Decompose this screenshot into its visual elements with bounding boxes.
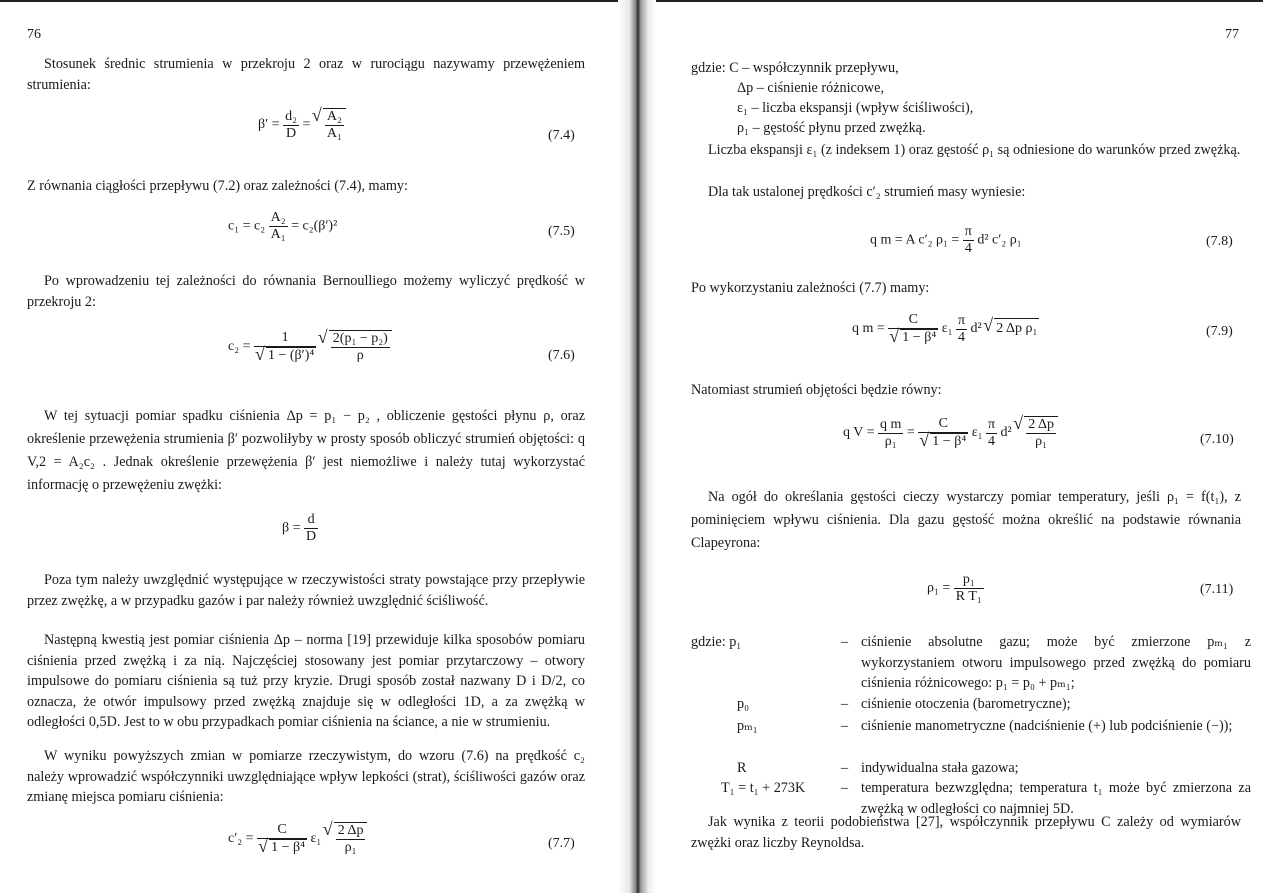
denominator: 4 <box>964 241 972 256</box>
numerator: C <box>888 312 938 329</box>
equation-number: (7.4) <box>548 128 575 143</box>
paragraph: Stosunek średnic strumienia w przekroju 2 oraz w rurociągu nazywamy przewężeniem strumienia: <box>27 56 585 93</box>
numerator: π <box>957 312 966 328</box>
definition-text: – ciśnienie różnicowe, <box>756 80 885 96</box>
equation-text: √ 2 Δp ρ₁ <box>994 318 1039 340</box>
definition-symbol: Δp <box>737 80 754 96</box>
numerator: √ 2(p₁ − p₂) <box>332 331 388 346</box>
numerator: √ A₂ <box>326 109 342 124</box>
numerator: 1 <box>254 330 316 347</box>
equation-text: q m = <box>852 321 885 337</box>
definition-row <box>737 118 926 139</box>
definition-text: ciśnienie manometryczne (nadciśnienie (+) lub podciśnienie (−)); <box>861 718 1233 734</box>
definition-text: – gęstość płynu przed zwężką. <box>752 120 926 136</box>
denominator: D <box>285 125 297 141</box>
paragraph: Po wykorzystaniu zależności (7.7) mamy: <box>691 280 930 296</box>
definition-row <box>737 78 884 99</box>
equation-number: (7.7) <box>548 836 575 851</box>
equation-number: (7.11) <box>1200 582 1234 597</box>
page-number: 76 <box>27 27 41 42</box>
equation-text: q V = <box>843 425 875 441</box>
numerator: C <box>918 416 968 433</box>
denominator: 4 <box>958 329 965 345</box>
denominator: D <box>306 529 317 544</box>
definition-dash: – <box>841 760 849 776</box>
definition-symbol: p₀ <box>737 696 750 712</box>
paragraph: Liczba ekspansji ε₁ (z indeksem 1) oraz gęstość ρ₁ są odniesione do warunków przed zwężką. <box>708 142 1241 158</box>
definition-symbol: R <box>737 760 747 776</box>
definition-row <box>691 758 1251 778</box>
numerator: A₂ <box>270 210 286 225</box>
equation-number: (7.6) <box>548 348 575 363</box>
equation-text: ρ₁ = <box>927 580 951 596</box>
definition-row <box>691 694 1251 714</box>
paragraph: W wyniku powyższych zmian w pomiarze rzeczywistym, do wzoru (7.6) na prędkość c₂ należy wprowadzić współczynniki uwzględniające wpływ lepkości (strat), ściśliwości gazów oraz zmianę miejsca pomiaru ciśnienia: <box>27 748 585 805</box>
paragraph: Jak wynika z teorii podobieństwa [27], współczynnik przepływu C zależy od wymiarów zwężki oraz liczby Reynoldsa. <box>691 814 1241 851</box>
equation-7-5 <box>228 210 337 243</box>
equation-text: = <box>302 117 311 133</box>
numerator: √ 2 Δp <box>337 823 364 838</box>
numerator: d₂ <box>285 108 297 124</box>
denominator: ρ <box>356 348 364 363</box>
equation-text: d² <box>1000 425 1012 441</box>
equation-beta <box>282 512 318 545</box>
numerator: π <box>987 416 996 432</box>
denominator: 4 <box>988 433 995 449</box>
definition-symbol: gdzie: C <box>691 60 739 76</box>
numerator: d <box>304 512 318 529</box>
equation-text: c′₂ = <box>228 831 254 847</box>
numerator: q m <box>880 416 902 432</box>
equation-text: ε₁ <box>971 425 983 441</box>
definition-row <box>691 632 1251 692</box>
equation-number: (7.9) <box>1206 324 1233 339</box>
definition-row <box>737 98 973 119</box>
equation-text: c₁ = c₂ <box>228 218 266 234</box>
variable-definitions <box>691 632 1251 817</box>
paragraph: Dla tak ustalonej prędkości c′₂ strumień masy wyniesie: <box>708 184 1026 200</box>
denominator: ρ₁ <box>344 840 357 855</box>
denominator: A₁ <box>270 227 286 242</box>
definition-row <box>691 58 899 79</box>
paragraph: Natomiast strumień objętości będzie równy: <box>691 382 942 398</box>
equation-7-4 <box>258 108 346 142</box>
denominator: R T₁ <box>955 589 982 604</box>
definition-text: temperatura bezwzględna; temperatura t₁ może być zmierzona za zwężką w odległości co najmniej 5D. <box>861 780 1251 817</box>
definition-symbol: ρ₁ <box>737 120 750 136</box>
definition-row <box>691 716 1251 756</box>
equation-7-7 <box>228 822 367 856</box>
denominator: √ 1 − β⁴ <box>930 433 968 450</box>
numerator: π <box>964 224 972 239</box>
equation-text: β = <box>282 520 301 536</box>
equation-number: (7.8) <box>1206 234 1233 249</box>
equation-7-6 <box>228 330 392 364</box>
equation-text: ε₁ <box>941 321 953 337</box>
definition-dash: – <box>841 634 849 650</box>
definition-text: ciśnienie otoczenia (barometryczne); <box>861 696 1071 712</box>
numerator: C <box>257 822 307 839</box>
denominator: √ 1 − (β′)⁴ <box>266 347 316 364</box>
paragraph: Z równania ciągłości przepływu (7.2) oraz zależności (7.4), mamy: <box>27 178 408 194</box>
definition-text: indywidualna stała gazowa; <box>861 760 1019 776</box>
left-page <box>0 0 620 893</box>
equation-text: q m = A c′₂ ρ₁ = <box>870 232 960 248</box>
equation-number: (7.5) <box>548 224 575 239</box>
equation-number: (7.10) <box>1200 432 1234 447</box>
numerator: p₁ <box>954 572 984 589</box>
equation-7-11 <box>927 572 984 605</box>
paragraph: W tej sytuacji pomiar spadku ciśnienia Δp = p₁ − p₂ , obliczenie gęstości płynu ρ, oraz określenie przewężenia strumienia β′ pozwoliłyby w prosty sposób obliczyć strumień objętości: q V,2 = A₂c₂ . Jednak określenie przewężenia β′ jest niemożliwe i należy tutaj wykorzystać informację o przewężeniu zwężki: <box>27 408 585 493</box>
paragraph: Na ogół do określania gęstości cieczy wystarczy pomiar temperatury, jeśli ρ₁ = f(t₁), z pominięciem wpływu ciśnienia. Dla gazu gęstość można określić na podstawie równania Clapeyrona: <box>691 489 1241 551</box>
equation-text: d² <box>970 321 982 337</box>
denominator: A₁ <box>326 126 342 141</box>
equation-7-10 <box>843 416 1058 450</box>
denominator: √ 1 − β⁴ <box>900 329 938 346</box>
definition-text: ciśnienie absolutne gazu; może być zmierzone pₘ₁ z wykorzystaniem otworu impulsowego przed zwężką do pomiaru ciśnienia różnicowego: p₁ = p₀ + pₘ₁; <box>861 634 1251 691</box>
definition-dash: – <box>841 780 849 796</box>
paragraph: Poza tym należy uwzględnić występujące w rzeczywistości straty powstające przy przepływie przez zwężkę, a w przypadku gazów i par należy również uwzględnić ściśliwość. <box>27 572 585 609</box>
equation-text: = <box>906 425 915 441</box>
right-page <box>655 0 1263 893</box>
book-spine <box>618 0 656 893</box>
page-number: 77 <box>1225 27 1239 42</box>
symbol-definitions <box>691 58 1241 140</box>
definition-symbol: gdzie: p₁ <box>691 634 742 650</box>
equation-text: ε₁ <box>310 831 322 847</box>
denominator: √ 1 − β⁴ <box>269 839 307 856</box>
equation-7-8 <box>870 224 1022 257</box>
definition-text: – liczba ekspansji (wpływ ściśliwości), <box>751 100 974 116</box>
equation-text: c₂ = <box>228 339 251 355</box>
definition-symbol: T₁ = t₁ + 273K <box>721 780 806 796</box>
equation-text: β′ = <box>258 117 280 133</box>
equation-text: = c₂(β′)² <box>291 218 338 234</box>
denominator: ρ₁ <box>884 433 897 449</box>
equation-text: d² c′₂ ρ₁ <box>977 232 1022 248</box>
definition-symbol: pₘ₁ <box>737 718 758 734</box>
definition-dash: – <box>841 718 849 734</box>
numerator: √ 2 Δp <box>1028 417 1054 432</box>
definition-text: – współczynnik przepływu, <box>742 60 899 76</box>
paragraph: Po wprowadzeniu tej zależności do równania Bernoulliego możemy wyliczyć prędkość w przekroju 2: <box>27 273 585 310</box>
equation-7-9 <box>852 312 1039 346</box>
definition-symbol: ε₁ <box>737 100 748 116</box>
denominator: ρ₁ <box>1035 434 1048 449</box>
definition-dash: – <box>841 696 849 712</box>
paragraph: Następną kwestią jest pomiar ciśnienia Δp – norma [19] przewiduje kilka sposobów pomiaru ciśnienia przed zwężką i za nią. Najczęściej stosowany jest pomiar przytarczowy – otwory impulsowe do pomiaru ciśnienia są tuż przy kryzie. Drugi sposób został nazwany D i D/2, co oznacza, że otwór impulsowy przed zwężką znajduje się w odległości 1D, a za zwężką w odległości 0,5D. Jest to w obu przypadkach pomiar ciśnienia na ściance, a nie w strumieniu. <box>27 632 585 730</box>
